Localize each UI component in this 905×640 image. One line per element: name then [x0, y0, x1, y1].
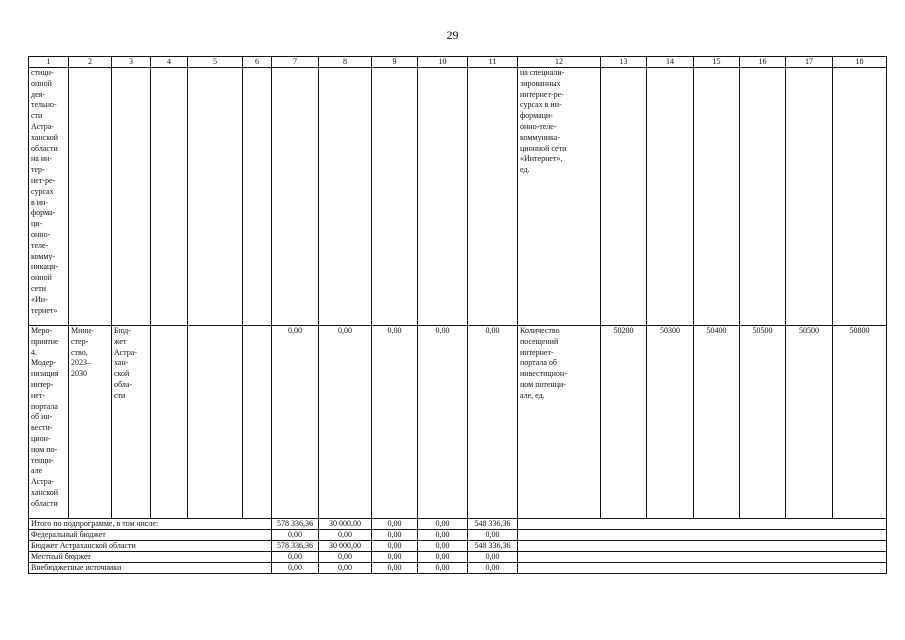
summary-value: 0,00 — [372, 563, 418, 574]
value-cell: 50300 — [647, 326, 694, 519]
table-cell — [468, 68, 518, 326]
summary-value: 0,00 — [418, 519, 468, 530]
summary-row — [29, 552, 887, 563]
summary-value: 548 336,36 — [468, 519, 518, 530]
summary-value: 0,00 — [372, 519, 418, 530]
executor-cell: Мини- стер- ство, 2023– 2030 — [69, 326, 112, 519]
col-num-8: 8 — [319, 57, 372, 68]
table-cell — [69, 68, 112, 326]
col-num-7: 7 — [272, 57, 319, 68]
value-cell: 50200 — [601, 326, 647, 519]
col-num-9: 9 — [372, 57, 418, 68]
column-number-row — [29, 57, 887, 68]
summary-value: 0,00 — [418, 552, 468, 563]
table-cell — [518, 530, 887, 541]
indicator-cell: на специали- зированных интернет-ре- сурсах в ин- формаци- онно-теле- коммуника- ционной сети «Интернет», ед. — [518, 68, 601, 326]
col-num-15: 15 — [694, 57, 740, 68]
page-number: 29 — [446, 28, 459, 42]
table-cell — [319, 68, 372, 326]
table-cell — [151, 326, 188, 519]
table-cell — [112, 68, 151, 326]
summary-value: 30 000,00 — [319, 519, 372, 530]
col-num-12: 12 — [518, 57, 601, 68]
value-cell: 50800 — [833, 326, 887, 519]
value-cell: 0,00 — [418, 326, 468, 519]
source-cell: Бюд- жет Астра- хан- ской обла- сти — [112, 326, 151, 519]
activity-cell: стици- онной дея- тельно- сти Астра- ханской области на ин- тер- нет-ре- сурсах в ин- форма- ци- онно- теле- комму- никаци- онной сети «Ин- тернет» — [29, 68, 69, 326]
table-row — [29, 326, 887, 519]
summary-label: Бюджет Астраханской области — [29, 541, 272, 552]
summary-label: Внебюджетные источники — [29, 563, 272, 574]
table-cell — [372, 68, 418, 326]
summary-value: 0,00 — [372, 552, 418, 563]
summary-value: 0,00 — [272, 530, 319, 541]
table-cell — [740, 68, 786, 326]
summary-value: 578 336,36 — [272, 541, 319, 552]
table-cell — [833, 68, 887, 326]
col-num-14: 14 — [647, 57, 694, 68]
col-num-1: 1 — [29, 57, 69, 68]
table-cell — [647, 68, 694, 326]
value-cell: 50500 — [740, 326, 786, 519]
summary-value: 0,00 — [468, 563, 518, 574]
value-cell: 50500 — [786, 326, 833, 519]
table-cell — [243, 326, 272, 519]
col-num-13: 13 — [601, 57, 647, 68]
summary-row — [29, 563, 887, 574]
table-cell — [418, 68, 468, 326]
activity-cell: Меро- приятие 4. Модер- низация интер- нет- портала об ин- вести- цион- ном по- тенци- але Астра- ханской области — [29, 326, 69, 519]
value-cell: 0,00 — [319, 326, 372, 519]
summary-label: Итого по подпрограмме, в том числе: — [29, 519, 272, 530]
col-num-16: 16 — [740, 57, 786, 68]
program-table — [28, 56, 887, 574]
indicator-cell: Количество посещений интернет- портала об инвестицион- ном потенци- але, ед. — [518, 326, 601, 519]
table-row — [29, 68, 887, 326]
summary-value: 0,00 — [272, 552, 319, 563]
col-num-18: 18 — [833, 57, 887, 68]
summary-label: Местный бюджет — [29, 552, 272, 563]
value-cell: 0,00 — [272, 326, 319, 519]
summary-value: 0,00 — [319, 530, 372, 541]
table-cell — [518, 563, 887, 574]
table-cell — [151, 68, 188, 326]
table-cell — [694, 68, 740, 326]
col-num-17: 17 — [786, 57, 833, 68]
table-cell — [786, 68, 833, 326]
summary-value: 578 336,36 — [272, 519, 319, 530]
col-num-11: 11 — [468, 57, 518, 68]
col-num-3: 3 — [112, 57, 151, 68]
summary-value: 0,00 — [418, 563, 468, 574]
table-cell — [188, 326, 243, 519]
value-cell: 0,00 — [468, 326, 518, 519]
table-cell — [518, 519, 887, 530]
table-cell — [601, 68, 647, 326]
table-cell — [188, 68, 243, 326]
summary-value: 30 000,00 — [319, 541, 372, 552]
col-num-10: 10 — [418, 57, 468, 68]
summary-value: 548 336,36 — [468, 541, 518, 552]
col-num-4: 4 — [151, 57, 188, 68]
summary-value: 0,00 — [319, 563, 372, 574]
summary-value: 0,00 — [272, 563, 319, 574]
table-cell — [243, 68, 272, 326]
summary-value: 0,00 — [418, 530, 468, 541]
table-cell — [518, 552, 887, 563]
col-num-2: 2 — [69, 57, 112, 68]
summary-label: Федеральный бюджет — [29, 530, 272, 541]
table-cell — [518, 541, 887, 552]
summary-value: 0,00 — [468, 530, 518, 541]
col-num-6: 6 — [243, 57, 272, 68]
summary-row — [29, 541, 887, 552]
summary-value: 0,00 — [418, 541, 468, 552]
value-cell: 0,00 — [372, 326, 418, 519]
value-cell: 50400 — [694, 326, 740, 519]
summary-value: 0,00 — [372, 541, 418, 552]
summary-value: 0,00 — [372, 530, 418, 541]
table-cell — [272, 68, 319, 326]
summary-row — [29, 530, 887, 541]
summary-value: 0,00 — [319, 552, 372, 563]
summary-row — [29, 519, 887, 530]
summary-value: 0,00 — [468, 552, 518, 563]
col-num-5: 5 — [188, 57, 243, 68]
